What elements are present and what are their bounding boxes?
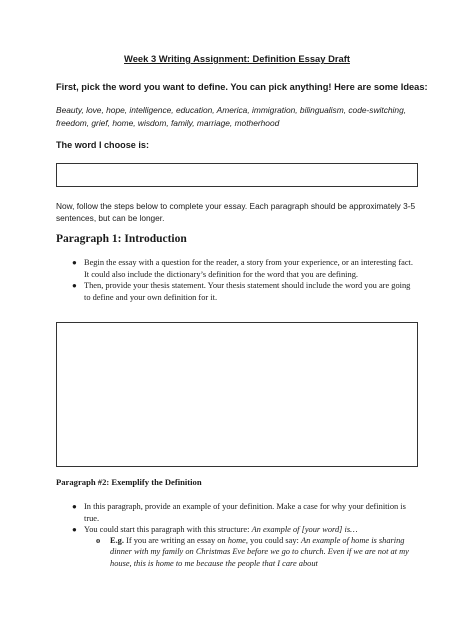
paragraph1-answer-box[interactable] <box>56 322 418 467</box>
instructions-heading: First, pick the word you want to define. You can pick anything! Here are some Ideas: <box>56 82 428 92</box>
paragraph2-heading: Paragraph #2: Exemplify the Definition <box>56 477 202 487</box>
document-title: Week 3 Writing Assignment: Definition Essay Draft <box>124 53 350 64</box>
word-ideas-list: Beauty, love, hope, intelligence, education, America, immigration, bilingualism, code-switching, freedom, grief, home, wisdom, family, marriage, motherhood <box>56 105 407 128</box>
paragraph1-bullet-list <box>72 257 418 303</box>
bullet-icon: ● <box>72 525 77 535</box>
circle-bullet-icon: o <box>96 536 101 545</box>
bullet-icon: ● <box>72 502 77 511</box>
paragraph1-heading: Paragraph 1: Introduction <box>56 233 187 245</box>
example-text-2: , you could say: <box>245 536 301 545</box>
bullet-text: You could start this paragraph with this structure: <box>84 525 252 535</box>
example-label: E.g. <box>110 536 124 545</box>
bullet-text: In this paragraph, provide an example of your definition. Make a case for why your definition is true. <box>84 502 406 523</box>
list-item <box>96 535 416 569</box>
word-choice-label: The word I choose is: <box>56 140 149 150</box>
list-item <box>72 501 418 524</box>
word-choice-field[interactable] <box>56 163 418 187</box>
example-text: If you are writing an essay on <box>123 536 228 545</box>
example-sentence: An example of home is sharing dinner with my family on Christmas Eve before we go to church. Even if we are not at my house, this is home to me because the people that I care about <box>110 536 409 568</box>
paragraph2-sub-list <box>96 535 416 569</box>
paragraph2-bullet-list <box>72 501 418 536</box>
list-item <box>72 257 418 280</box>
bullet-text: Begin the essay with a question for the reader, a story from your experience, or an interesting fact. It could also include the dictionary’s definition for the word that you are defining. <box>84 258 413 279</box>
bullet-icon: ● <box>72 258 77 267</box>
bullet-italic-text: An example of [your word] is… <box>251 525 358 535</box>
list-item <box>72 280 418 303</box>
steps-instructions: Now, follow the steps below to complete your essay. Each paragraph should be approximately 3-5 sentences, but can be longer. <box>56 201 416 224</box>
bullet-text: Then, provide your thesis statement. Your thesis statement should include the word you are going to define and your own definition for it. <box>84 281 411 302</box>
example-word: home <box>227 536 246 545</box>
bullet-icon: ● <box>72 281 77 291</box>
